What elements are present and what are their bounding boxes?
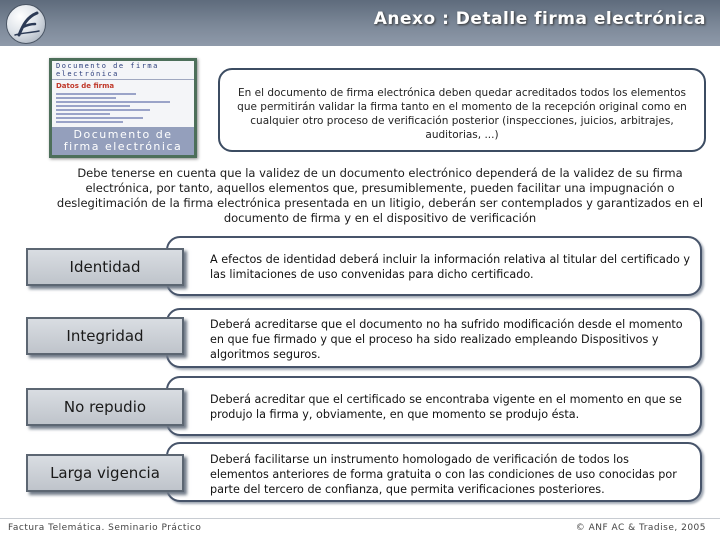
item-label: Identidad (26, 248, 184, 286)
item-label: No repudio (26, 388, 184, 426)
document-thumbnail-caption-line2: firma electrónica (63, 140, 183, 153)
document-thumbnail-head: Documento de firma electrónica (52, 61, 194, 80)
item-row-no-repudio (0, 376, 720, 442)
item-description: Deberá facilitarse un instrumento homologado de verificación de todos los elementos anteriores de forma gratuita o con las condiciones de uso conocidas por parte del tercero de confianza, que permita verificaciones posteriores. (210, 453, 677, 496)
document-thumbnail-lines (52, 90, 194, 126)
intro-callout (218, 68, 706, 152)
footer-left-text: Factura Telemática. Seminario Práctico (8, 523, 202, 533)
document-thumbnail (49, 58, 197, 158)
ff-logo-icon (6, 4, 46, 44)
intro-text: En el documento de firma electrónica deben quedar acreditados todos los elementos que permitirán validar la firma tanto en el momento de la recepción original como en cualquier otro proceso de verificación posterior (inspecciones, juicios, arbitrajes, auditorias, ...) (237, 87, 687, 141)
footer-right-text: © ANF AC & Tradise, 2005 (575, 523, 706, 533)
document-thumbnail-caption-line1: Documento de (73, 128, 173, 141)
document-thumbnail-section: Datos de firma (56, 82, 115, 90)
document-thumbnail-caption (52, 127, 194, 155)
item-row-integridad (0, 308, 720, 374)
item-label: Integridad (26, 317, 184, 355)
footer-divider (0, 518, 720, 519)
item-description: Deberá acreditar que el certificado se encontraba vigente en el momento en que se produjo la firma y, obviamente, en que momento se produjo ésta. (210, 393, 682, 421)
page-title: Anexo : Detalle firma electrónica (373, 9, 706, 29)
item-label: Larga vigencia (26, 454, 184, 492)
header-bar (0, 0, 720, 46)
item-description: A efectos de identidad deberá incluir la información relativa al titular del certificado y las limitaciones de uso convenidas para dicho certificado. (210, 253, 691, 281)
item-description: Deberá acreditarse que el documento no ha sufrido modificación desde el momento en que fue firmado y que el proceso ha sido realizado empleando Dispositivos y algoritmos seguros. (210, 318, 683, 361)
item-row-identidad (0, 236, 720, 302)
validity-paragraph: Debe tenerse en cuenta que la validez de un documento electrónico dependerá de la validez de su firma electrónica, por tanto, aquellos elementos que, presumiblemente, pueden facilitar una impugnación o deslegitimación de la firma electrónica presentada en un litigio, deberán ser contemplados y garantizados en el documento de firma y en el dispositivo de verificación (56, 166, 704, 225)
item-row-larga-vigencia (0, 442, 720, 508)
